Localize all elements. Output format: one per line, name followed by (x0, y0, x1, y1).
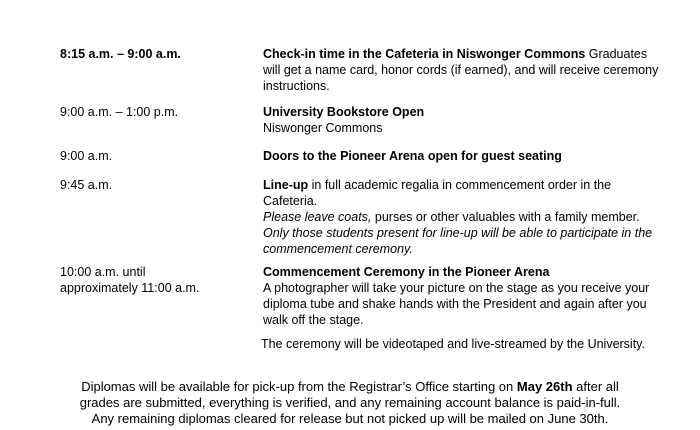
time-bookstore: 9:00 a.m. – 1:00 p.m. (60, 105, 179, 119)
time-doors: 9:00 a.m. (60, 149, 113, 163)
videotape-note: The ceremony will be videotaped and live-streamed by the University. (261, 337, 645, 351)
desc-doors: Doors to the Pioneer Arena open for guest seating (263, 149, 562, 163)
desc-bookstore: University Bookstore Open Niswonger Commons (263, 105, 425, 135)
desc-lineup: Line-up in full academic regalia in commencement order in the Cafeteria. Please leave coats, purses or other valuables with a family member. Only those students present for line-up will be able to participate in the commencement ceremony. (263, 178, 653, 256)
footer-diplomas: Diplomas will be available for pick-up from the Registrar’s Office starting on May 26th after all grades are submitted, everything is verified, and any remaining account balance is paid-in-full. Any remaining diplomas cleared for release but not picked up will be mailed on June 30th. (79, 379, 621, 426)
time-ceremony: 10:00 a.m. until approximately 11:00 a.m. (60, 265, 200, 295)
time-checkin: 8:15 a.m. – 9:00 a.m. (60, 47, 181, 61)
time-lineup: 9:45 a.m. (60, 178, 113, 192)
desc-ceremony: Commencement Ceremony in the Pioneer Arena A photographer will take your picture on the stage as you receive your diploma tube and shake hands with the President and again after you walk off the stage. (263, 265, 650, 327)
desc-checkin: Check-in time in the Cafeteria in Niswonger Commons Graduates will get a name card, honor cords (if earned), and will receive ceremony instructions. (263, 47, 659, 93)
